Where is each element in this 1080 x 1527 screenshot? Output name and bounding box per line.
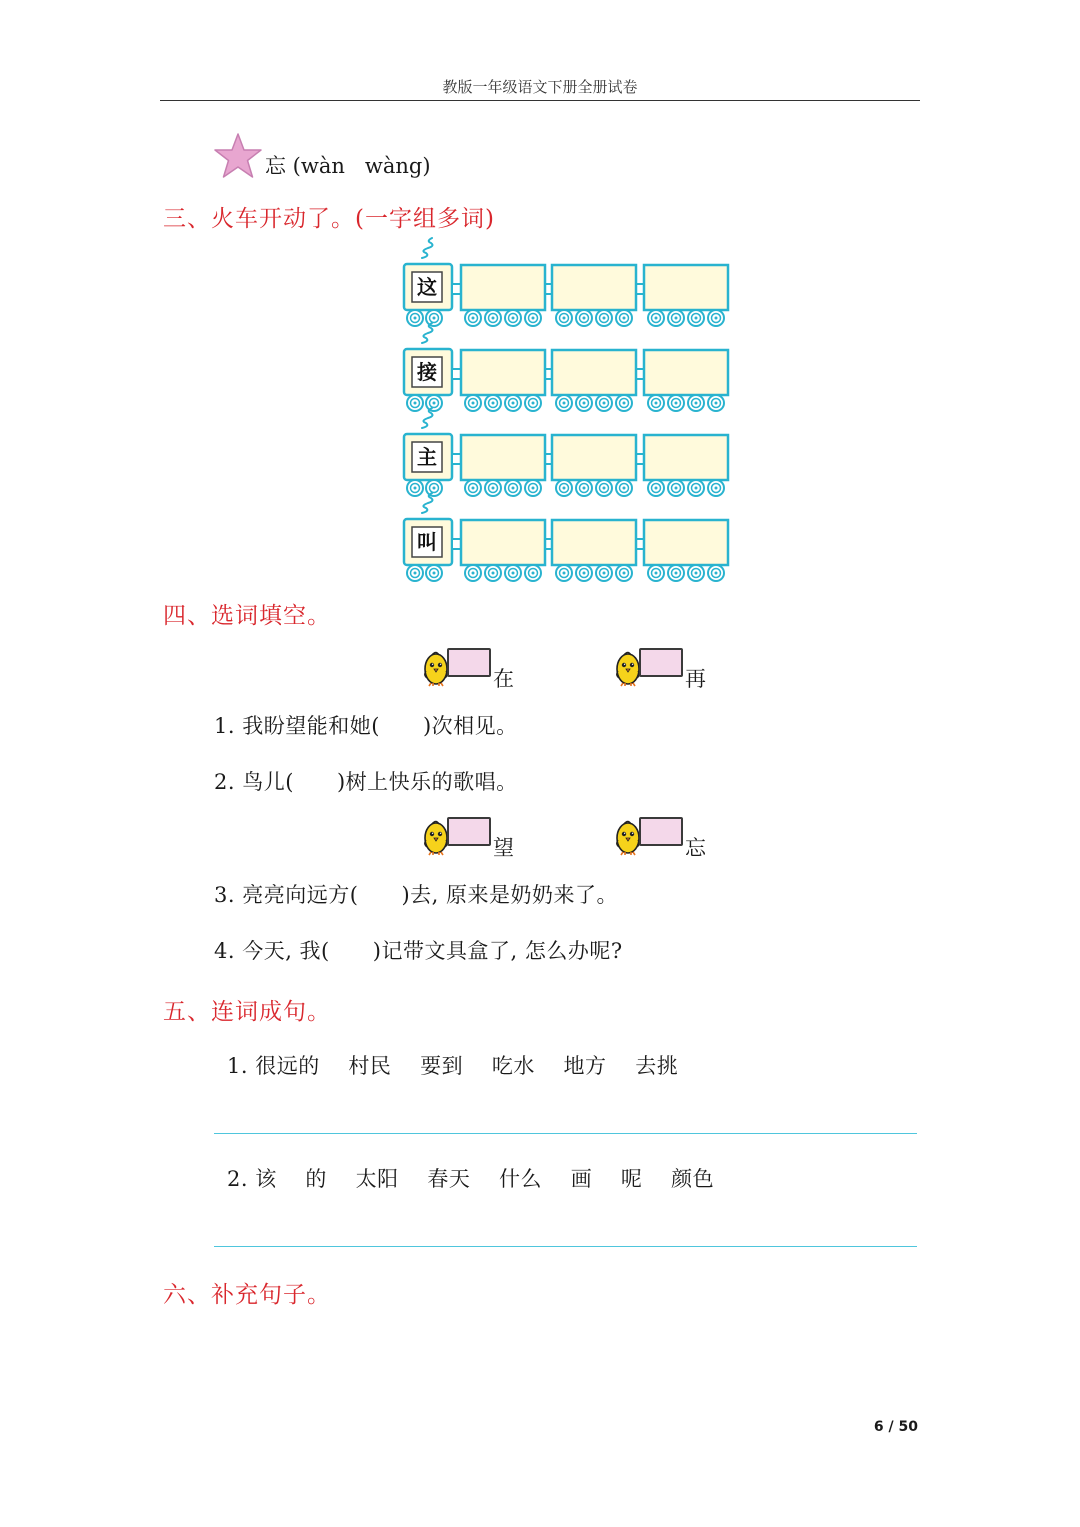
header-title: 教版一年级语文下册全册试卷: [442, 78, 638, 96]
header-rule: [160, 100, 920, 101]
option-card: [423, 817, 514, 860]
question-4: 4. 今天, 我( )记带文具盒了, 怎么办呢?: [214, 939, 623, 963]
train-car[interactable]: [552, 350, 636, 395]
option-word: 再: [685, 667, 706, 691]
train-car[interactable]: [552, 265, 636, 310]
answer-line-2[interactable]: [214, 1246, 917, 1247]
train-car[interactable]: [461, 520, 545, 565]
option-word: 忘: [685, 836, 706, 860]
question-3: 3. 亮亮向远方( )去, 原来是奶奶来了。: [214, 883, 618, 907]
train-exercise: [400, 236, 734, 586]
sentence-2-words: 2. 该 的 太阳 春天 什么 画 呢 颜色: [227, 1167, 715, 1191]
smoke-icon: [422, 238, 432, 258]
train: [404, 238, 728, 326]
option-card: [423, 648, 514, 691]
engine-char: 叫: [417, 530, 437, 554]
train-car[interactable]: [644, 350, 728, 395]
train-car[interactable]: [461, 350, 545, 395]
option-word: 望: [493, 836, 514, 860]
star-item: [213, 132, 431, 180]
option-word: 在: [493, 667, 514, 691]
option-tag: [447, 648, 491, 677]
train: [404, 493, 728, 581]
option-tag: [639, 817, 683, 846]
engine-char: 这: [417, 275, 437, 299]
train-car[interactable]: [552, 520, 636, 565]
chick-icon: [615, 818, 641, 856]
question-2: 2. 鸟儿( )树上快乐的歌唱。: [214, 770, 518, 794]
train-car[interactable]: [644, 265, 728, 310]
train-car[interactable]: [644, 435, 728, 480]
chick-icon: [615, 649, 641, 687]
question-1: 1. 我盼望能和她( )次相见。: [214, 714, 518, 738]
engine-char: 接: [417, 360, 437, 384]
train-car[interactable]: [644, 520, 728, 565]
option-card: [615, 817, 706, 860]
star-item-text: 忘 (wàn wàng): [265, 154, 431, 178]
section4-heading: 四、选词填空。: [163, 603, 331, 629]
star-icon: [213, 132, 263, 180]
chick-icon: [423, 818, 449, 856]
train: [404, 323, 728, 411]
train-diagram: [400, 236, 734, 586]
section3-heading: 三、火车开动了。(一字组多词): [163, 206, 495, 232]
section5-heading: 五、连词成句。: [163, 999, 331, 1025]
train: [404, 408, 728, 496]
answer-line-1[interactable]: [214, 1133, 917, 1134]
page-number: 6 / 50: [873, 1419, 918, 1435]
option-tag: [639, 648, 683, 677]
train-car[interactable]: [461, 435, 545, 480]
engine-char: 主: [417, 445, 437, 469]
train-car[interactable]: [461, 265, 545, 310]
section6-heading: 六、补充句子。: [163, 1282, 331, 1308]
sentence-1-words: 1. 很远的 村民 要到 吃水 地方 去挑: [227, 1054, 679, 1078]
option-tag: [447, 817, 491, 846]
chick-icon: [423, 649, 449, 687]
option-card: [615, 648, 706, 691]
train-car[interactable]: [552, 435, 636, 480]
